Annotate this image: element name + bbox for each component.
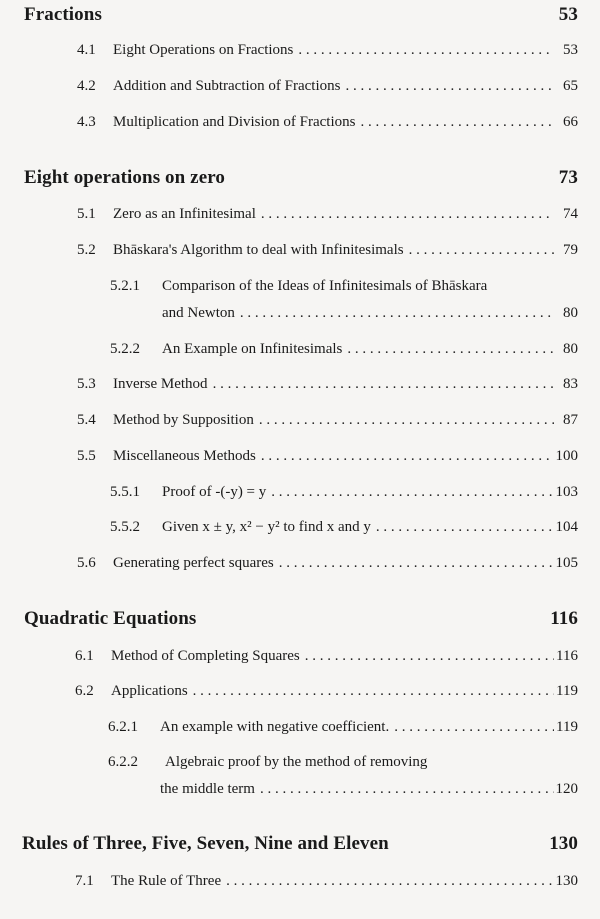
dot-leader	[293, 39, 554, 61]
section-page-number: 87	[563, 412, 578, 428]
subsection-title-line2: the middle term	[160, 781, 255, 797]
section-number: 4.2	[77, 78, 96, 94]
dot-leader	[254, 409, 554, 431]
dot-leader	[208, 373, 554, 395]
section-page-number: 116	[556, 648, 578, 664]
section-page-number: 80	[563, 305, 578, 321]
section-page-number: 100	[555, 448, 578, 464]
section-title: Inverse Method	[113, 376, 208, 392]
chapter-page-number: 73	[558, 167, 578, 188]
section-title: An example with negative coefficient.	[160, 719, 390, 735]
section-number: 5.5	[77, 448, 96, 464]
section-number: 4.1	[77, 42, 96, 58]
dot-leader	[300, 645, 554, 667]
chapter-page-number: 130	[549, 833, 578, 854]
section-title: Zero as an Infinitesimal	[113, 206, 256, 222]
dot-leader	[340, 75, 554, 97]
section-page-number: 74	[563, 206, 578, 222]
section-title: Addition and Subtraction of Fractions	[113, 78, 341, 94]
chapter-title: Eight operations on zero	[24, 167, 226, 188]
dot-leader	[188, 680, 554, 702]
dot-leader	[342, 338, 554, 360]
toc-entry	[108, 716, 578, 738]
dot-leader	[255, 778, 554, 800]
section-number: 5.6	[77, 555, 96, 571]
chapter-page-number: 53	[558, 4, 578, 25]
chapter-heading	[22, 829, 578, 859]
subsection-number: 6.2.1	[108, 719, 138, 735]
toc-entry	[162, 302, 578, 324]
section-page-number: 83	[563, 376, 578, 392]
toc-entry	[77, 239, 578, 261]
dot-leader	[235, 302, 554, 324]
toc-entry	[77, 445, 578, 467]
toc-entry	[77, 75, 578, 97]
section-number: 6.1	[75, 648, 94, 664]
dot-leader	[256, 445, 554, 467]
section-page-number: 65	[563, 78, 578, 94]
chapter-title: Rules of Three, Five, Seven, Nine and Eleven	[22, 833, 389, 854]
section-title: Applications	[111, 683, 188, 699]
section-number: 6.2	[75, 683, 94, 699]
chapter-heading	[24, 604, 578, 634]
section-title: The Rule of Three	[111, 873, 222, 889]
subsection-title-line1: Algebraic proof by the method of removing	[165, 754, 428, 770]
toc-entry	[160, 778, 578, 800]
section-page-number: 120	[555, 781, 578, 797]
toc-entry	[75, 645, 578, 667]
toc-entry	[77, 39, 578, 61]
toc-entry	[110, 481, 578, 503]
section-title: Generating perfect squares	[113, 555, 274, 571]
dot-leader	[355, 111, 554, 133]
subsection-number: 5.2.2	[110, 341, 140, 357]
section-title: Bhāskara's Algorithm to deal with Infinitesimals	[113, 242, 404, 258]
subsection-number: 6.2.2	[108, 754, 138, 770]
subsection-title-line1: Comparison of the Ideas of Infinitesimals of Bhāskara	[162, 278, 488, 294]
section-number: 5.3	[77, 376, 96, 392]
chapter-heading	[24, 0, 578, 30]
section-title: An Example on Infinitesimals	[162, 341, 343, 357]
section-page-number: 119	[556, 719, 578, 735]
dot-leader	[404, 239, 554, 261]
subsection-number: 5.5.2	[110, 519, 140, 535]
section-page-number: 103	[555, 484, 578, 500]
subsection-number: 5.2.1	[110, 278, 140, 294]
section-page-number: 80	[563, 341, 578, 357]
chapter-page-number: 116	[550, 608, 578, 629]
toc-entry	[77, 111, 578, 133]
section-title: Proof of -(-y) = y	[162, 484, 267, 500]
section-title: Miscellaneous Methods	[113, 448, 256, 464]
subsection-number: 5.5.1	[110, 484, 140, 500]
dot-leader	[221, 870, 554, 892]
section-page-number: 53	[563, 42, 578, 58]
chapter-heading	[24, 163, 578, 193]
toc-entry	[77, 552, 578, 574]
section-page-number: 79	[563, 242, 578, 258]
chapter-title: Quadratic Equations	[24, 608, 197, 629]
section-page-number: 66	[563, 114, 578, 130]
section-title: Multiplication and Division of Fractions	[113, 114, 356, 130]
section-number: 5.1	[77, 206, 96, 222]
section-number: 4.3	[77, 114, 96, 130]
section-page-number: 105	[555, 555, 578, 571]
section-page-number: 130	[555, 873, 578, 889]
dot-leader	[371, 516, 554, 538]
dot-leader	[256, 203, 554, 225]
toc-entry	[77, 409, 578, 431]
toc-entry	[75, 870, 578, 892]
section-title: Eight Operations on Fractions	[113, 42, 294, 58]
section-title: Method of Completing Squares	[111, 648, 300, 664]
section-title: Given x ± y, x² − y² to find x and y	[162, 519, 371, 535]
section-page-number: 119	[556, 683, 578, 699]
dot-leader	[266, 481, 554, 503]
subsection-title-line2: and Newton	[162, 305, 235, 321]
section-number: 7.1	[75, 873, 94, 889]
section-title: Method by Supposition	[113, 412, 254, 428]
section-number: 5.4	[77, 412, 96, 428]
dot-leader	[389, 716, 554, 738]
section-page-number: 104	[555, 519, 578, 535]
toc-entry	[110, 516, 578, 538]
chapter-title: Fractions	[24, 4, 102, 25]
toc-entry	[75, 680, 578, 702]
toc-entry	[110, 338, 578, 360]
toc-entry	[77, 373, 578, 395]
dot-leader	[274, 552, 554, 574]
section-number: 5.2	[77, 242, 96, 258]
toc-entry	[77, 203, 578, 225]
